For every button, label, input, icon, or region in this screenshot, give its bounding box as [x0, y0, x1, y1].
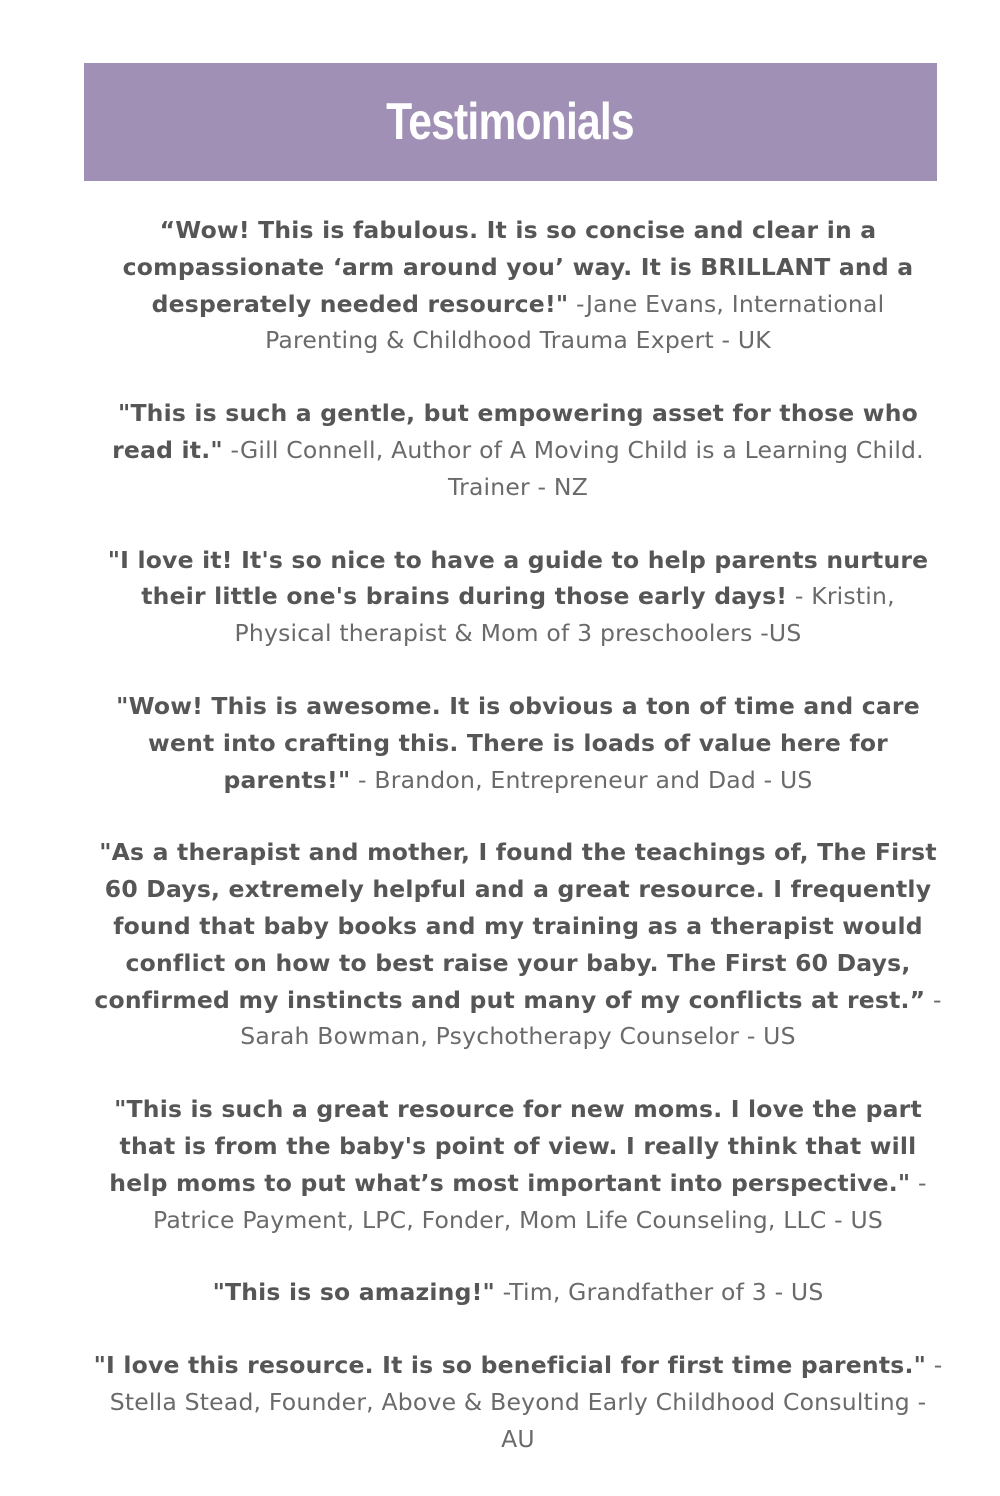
- testimonial-attribution: - Patrice Payment, LPC, Fonder, Mom Life Counseling, LLC - US: [153, 1168, 927, 1234]
- testimonial-attribution: - Brandon, Entrepreneur and Dad - US: [350, 765, 813, 794]
- testimonial-attribution: - Sarah Bowman, Psychotherapy Counselor - US: [240, 985, 942, 1051]
- testimonial-quote: "I love it! It's so nice to have a guide to help parents nurture their little one's brains during those early days!: [107, 545, 929, 611]
- testimonial-item: [92, 1347, 944, 1457]
- testimonial-attribution: - Kristin, Physical therapist & Mom of 3 preschoolers -US: [234, 582, 895, 648]
- testimonial-item: [92, 395, 944, 505]
- testimonial-quote: "This is such a great resource for new moms. I love the part that is from the baby's point of view. I really think that will help moms to put what’s most important into perspective.": [109, 1095, 922, 1197]
- testimonial-quote: "This is such a gentle, but empowering asset for those who read it.": [112, 399, 918, 464]
- testimonial-attribution: -Jane Evans, International Parenting & Childhood Trauma Expert - UK: [265, 289, 885, 355]
- testimonial-attribution: -Gill Connell, Author of A Moving Child is a Learning Child. Trainer - NZ: [222, 435, 924, 501]
- header-banner: [84, 63, 937, 181]
- testimonial-attribution: -Tim, Grandfather of 3 - US: [494, 1278, 824, 1307]
- testimonial-quote: “Wow! This is fabulous. It is so concise and clear in a compassionate ‘arm around you’ way. It is BRILLANT and a desperately needed resource!": [122, 216, 914, 318]
- testimonial-quote: "As a therapist and mother, I found the teachings of, The First 60 Days, extremely helpful and a great resource. I frequently found that baby books and my training as a therapist would conflict on how to best raise your baby. The First 60 Days, confirmed my instincts and put many of my conflicts at rest.”: [94, 838, 937, 1014]
- testimonial-item: [92, 1274, 944, 1311]
- testimonial-quote: "I love this resource. It is so beneficial for first time parents.": [93, 1351, 927, 1380]
- testimonial-list: [92, 212, 944, 1458]
- testimonial-item: [92, 542, 944, 652]
- testimonial-item: [92, 688, 944, 798]
- testimonial-attribution: -Stella Stead, Founder, Above & Beyond Early Childhood Consulting - AU: [109, 1351, 943, 1453]
- testimonial-item: [92, 212, 944, 359]
- testimonial-item: [92, 1091, 944, 1238]
- testimonial-quote: "This is so amazing!": [212, 1278, 495, 1307]
- testimonial-quote: "Wow! This is awesome. It is obvious a ton of time and care went into crafting this. There is loads of value here for parents!": [116, 691, 920, 794]
- page-title: Testimonials: [386, 93, 635, 151]
- testimonial-item: [92, 834, 944, 1055]
